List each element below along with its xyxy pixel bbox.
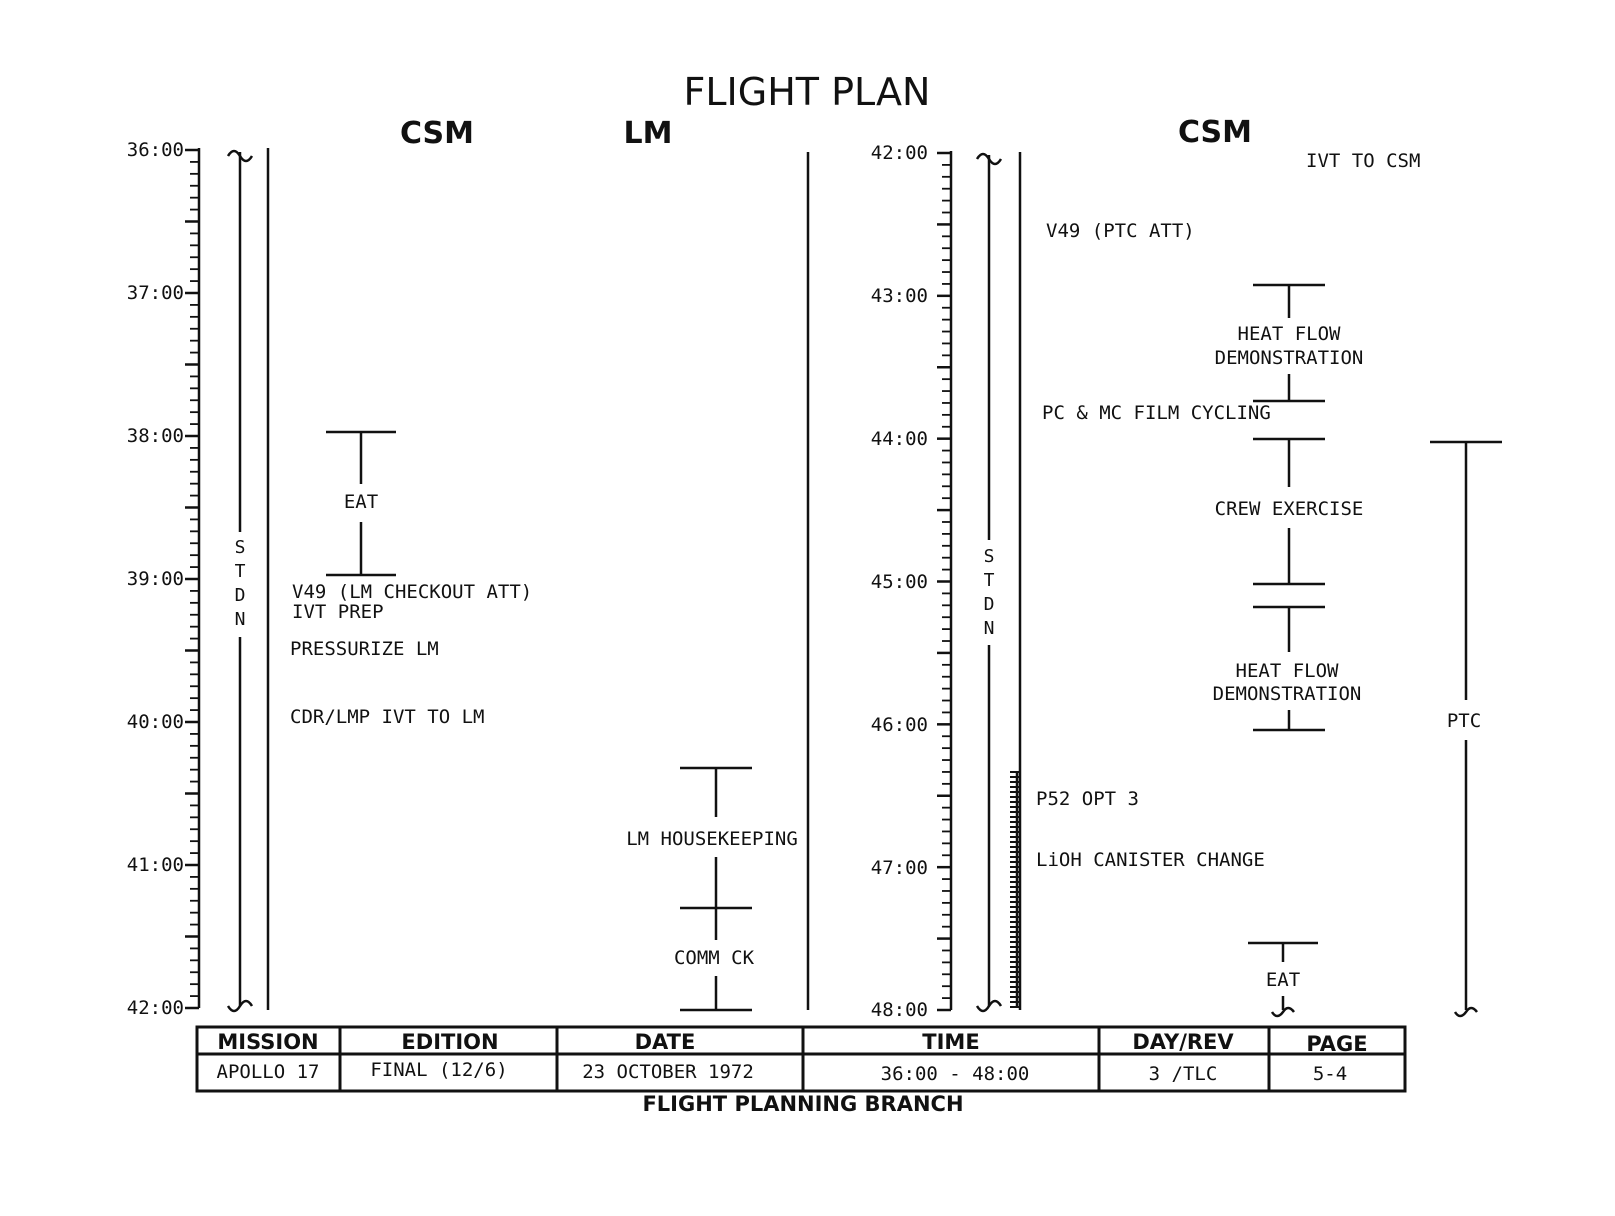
info-header-date: DATE	[634, 1030, 696, 1054]
right-time-label: 44:00	[870, 428, 928, 450]
left-stdn-letter: N	[234, 609, 246, 630]
crew-exercise-label: CREW EXERCISE	[1214, 498, 1364, 520]
right-time-ticks	[937, 153, 951, 1010]
info-value-mission: APOLLO 17	[216, 1061, 320, 1083]
left-time-label: 38:00	[126, 425, 184, 447]
right-time-label: 43:00	[870, 285, 928, 307]
film-cycling-label: PC & MC FILM CYCLING	[1042, 402, 1271, 424]
left-time-ticks	[185, 150, 199, 1008]
left-time-label: 42:00	[126, 997, 184, 1019]
ivt-prep-label: IVT PREP	[292, 601, 384, 623]
left-time-label: 37:00	[126, 282, 184, 304]
heat-flow-2-label-line1: HEAT FLOW	[1235, 660, 1339, 682]
v49-ptc-att-label: V49 (PTC ATT)	[1046, 220, 1195, 242]
left-stdn-letter: S	[234, 537, 246, 558]
left-stdn-letter: T	[234, 561, 246, 582]
pressurize-lm-label: PRESSURIZE LM	[290, 638, 439, 660]
ivt-to-csm-label: IVT TO CSM	[1306, 150, 1421, 172]
left-csm-header: CSM	[399, 116, 475, 151]
lm-housekeeping-label: LM HOUSEKEEPING	[626, 828, 798, 850]
p52-opt3-label: P52 OPT 3	[1036, 788, 1139, 810]
left-eat-label: EAT	[343, 491, 379, 513]
ptc-label: PTC	[1446, 710, 1482, 732]
heat-flow-1-label-line1: HEAT FLOW	[1237, 323, 1341, 345]
right-eat-label: EAT	[1265, 969, 1301, 991]
cdr-lmp-ivt-label: CDR/LMP IVT TO LM	[290, 706, 485, 728]
right-time-label: 46:00	[870, 714, 928, 736]
lioh-canister-label: LiOH CANISTER CHANGE	[1036, 849, 1265, 871]
info-table-cells	[217, 1030, 1368, 1085]
left-time-label: 40:00	[126, 711, 184, 733]
left-time-labels	[127, 139, 184, 1019]
right-stdn-letter: T	[983, 570, 995, 591]
right-stdn-letter: N	[983, 618, 995, 639]
right-panel	[871, 115, 1502, 1021]
left-stdn-letter: D	[234, 585, 246, 606]
right-csm-header: CSM	[1177, 115, 1253, 150]
right-stdn-letter: S	[983, 546, 995, 567]
right-stdn-letter: D	[983, 594, 995, 615]
info-header-day-rev: DAY/REV	[1132, 1030, 1234, 1054]
comm-ck-label: COMM CK	[673, 947, 755, 969]
info-value-day-rev: 3 /TLC	[1148, 1063, 1218, 1085]
right-time-label: 48:00	[870, 999, 928, 1021]
info-value-page: 5-4	[1312, 1063, 1348, 1085]
left-lm-header: LM	[623, 116, 673, 151]
info-header-edition: EDITION	[401, 1030, 499, 1054]
flight-planning-branch-footer: FLIGHT PLANNING BRANCH	[642, 1092, 964, 1116]
left-time-label: 36:00	[126, 139, 184, 161]
left-time-label: 41:00	[126, 854, 184, 876]
lioh-hatch-bar	[1010, 772, 1020, 1008]
left-time-label: 39:00	[126, 568, 184, 590]
info-header-mission: MISSION	[217, 1030, 319, 1054]
heat-flow-2-label-line2: DEMONSTRATION	[1212, 683, 1362, 705]
info-value-date: 23 OCTOBER 1972	[582, 1061, 754, 1083]
info-header-page: PAGE	[1306, 1032, 1368, 1056]
right-time-label: 45:00	[870, 571, 928, 593]
info-value-time: 36:00 - 48:00	[880, 1063, 1030, 1085]
info-value-edition: FINAL (12/6)	[370, 1059, 508, 1081]
right-time-label: 42:00	[870, 142, 928, 164]
right-time-labels	[871, 142, 928, 1021]
heat-flow-1-label-line2: DEMONSTRATION	[1214, 347, 1364, 369]
page-title: FLIGHT PLAN	[683, 70, 931, 114]
right-time-label: 47:00	[870, 857, 928, 879]
info-header-time: TIME	[922, 1030, 980, 1054]
left-panel	[127, 116, 808, 1019]
v49-lm-checkout-label: V49 (LM CHECKOUT ATT)	[292, 581, 533, 603]
